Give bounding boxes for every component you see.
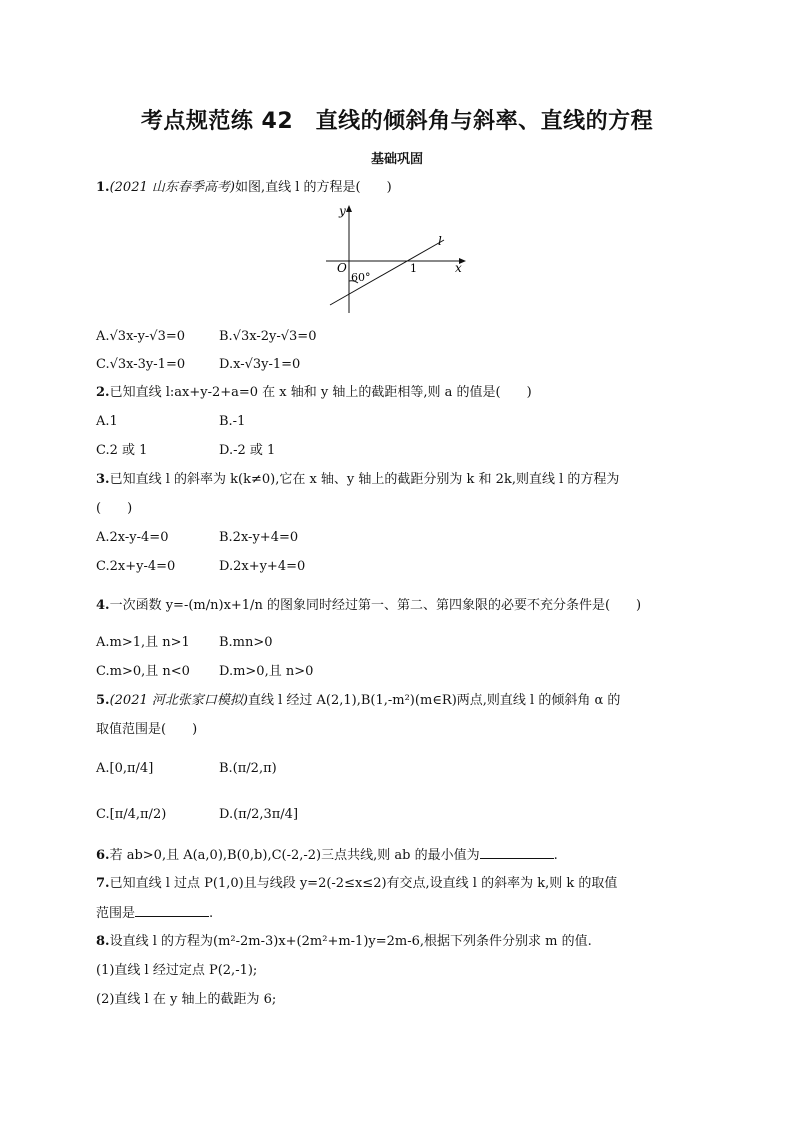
question-1 bbox=[96, 179, 392, 197]
question-number: 4. bbox=[96, 598, 110, 613]
question-stem: 已知直线 l 的斜率为 k(k≠0),它在 x 轴、y 轴上的截距分别为 k 和 2k,则直线 l 的方程为 bbox=[109, 472, 620, 487]
question-source: (2021 河北张家口模拟) bbox=[109, 693, 248, 708]
question-8-part-1: (1)直线 l 经过定点 P(2,-1); bbox=[96, 963, 258, 978]
line-l bbox=[330, 240, 444, 305]
option-d: D.m>0,且 n>0 bbox=[219, 664, 314, 679]
option-b: B.-1 bbox=[219, 414, 246, 429]
question-source: (2021 山东春季高考) bbox=[109, 180, 235, 195]
section-heading: 基础巩固 bbox=[370, 152, 423, 167]
question-4 bbox=[96, 597, 641, 615]
question-3 bbox=[96, 471, 619, 489]
question-stem: 设直线 l 的方程为(m²-2m-3)x+(2m²+m-1)y=2m-6,根据下列条件分别求 m 的值. bbox=[109, 934, 592, 949]
question-stem: 一次函数 y=-(m/n)x+1/n 的图象同时经过第一、第二、第四象限的必要不充分条件是( ) bbox=[109, 598, 642, 613]
x-axis-label: x bbox=[455, 261, 462, 275]
question-stem: 已知直线 l 过点 P(1,0)且与线段 y=2(-2≤x≤2)有交点,设直线 l 的斜率为 k,则 k 的取值 bbox=[109, 876, 618, 891]
question-number: 3. bbox=[96, 472, 110, 487]
option-a: A.2x-y-4=0 bbox=[96, 530, 169, 545]
question-number: 8. bbox=[96, 934, 110, 949]
question-5 bbox=[96, 692, 620, 710]
option-a: A.√3x-y-√3=0 bbox=[96, 329, 186, 344]
question-7 bbox=[96, 875, 617, 893]
question-3-bracket: ( ) bbox=[96, 501, 133, 516]
question-number: 5. bbox=[96, 693, 110, 708]
option-b: B.2x-y+4=0 bbox=[219, 530, 299, 545]
y-axis-arrow bbox=[346, 205, 352, 212]
answer-blank[interactable] bbox=[480, 846, 554, 859]
question-6: 6.若 ab>0,且 A(a,0),B(0,b),C(-2,-2)三点共线,则 ab 的最小值为 . bbox=[96, 848, 558, 863]
option-a: A.m>1,且 n>1 bbox=[96, 635, 190, 650]
question-8 bbox=[96, 933, 592, 951]
option-b: B.(π/2,π) bbox=[219, 761, 277, 776]
option-d: D.-2 或 1 bbox=[219, 443, 276, 458]
question-number: 6. bbox=[96, 848, 110, 863]
question-number: 1. bbox=[96, 180, 110, 195]
option-d: D.(π/2,3π/4] bbox=[219, 807, 299, 822]
question-5-line-2: 取值范围是( ) bbox=[96, 722, 198, 737]
option-a: A.1 bbox=[96, 414, 118, 429]
question-number: 2. bbox=[96, 385, 110, 400]
y-axis-label: y bbox=[339, 204, 346, 218]
option-d: D.2x+y+4=0 bbox=[219, 559, 306, 574]
option-c: C.√3x-3y-1=0 bbox=[96, 357, 186, 372]
origin-label: O bbox=[337, 261, 347, 275]
answer-blank[interactable] bbox=[135, 904, 209, 917]
option-c: C.2 或 1 bbox=[96, 443, 148, 458]
option-b: B.mn>0 bbox=[219, 635, 273, 650]
question-stem: 已知直线 l:ax+y-2+a=0 在 x 轴和 y 轴上的截距相等,则 a 的值是( ) bbox=[109, 385, 532, 400]
tick-label: 1 bbox=[410, 262, 417, 275]
option-c: C.m>0,且 n<0 bbox=[96, 664, 190, 679]
option-c: C.2x+y-4=0 bbox=[96, 559, 176, 574]
line-label: l bbox=[438, 234, 442, 248]
option-d: D.x-√3y-1=0 bbox=[219, 357, 301, 372]
option-c: C.[π/4,π/2) bbox=[96, 807, 167, 822]
angle-label: 60° bbox=[351, 271, 371, 284]
line-graph-figure bbox=[320, 203, 470, 315]
question-stem: 若 ab>0,且 A(a,0),B(0,b),C(-2,-2)三点共线,则 ab 的最小值为 bbox=[109, 848, 480, 863]
question-2 bbox=[96, 384, 532, 402]
page-title: 考点规范练 42 直线的倾斜角与斜率、直线的方程 bbox=[140, 109, 654, 134]
question-stem: 如图,直线 l 的方程是( ) bbox=[234, 180, 392, 195]
question-stem: 直线 l 经过 A(2,1),B(1,-m²)(m∈R)两点,则直线 l 的倾斜角 α 的 bbox=[247, 693, 621, 708]
option-a: A.[0,π/4] bbox=[96, 761, 154, 776]
question-7-line-2: 范围是 . bbox=[96, 906, 214, 921]
question-number: 7. bbox=[96, 876, 110, 891]
option-b: B.√3x-2y-√3=0 bbox=[219, 329, 317, 344]
question-8-part-2: (2)直线 l 在 y 轴上的截距为 6; bbox=[96, 992, 277, 1007]
